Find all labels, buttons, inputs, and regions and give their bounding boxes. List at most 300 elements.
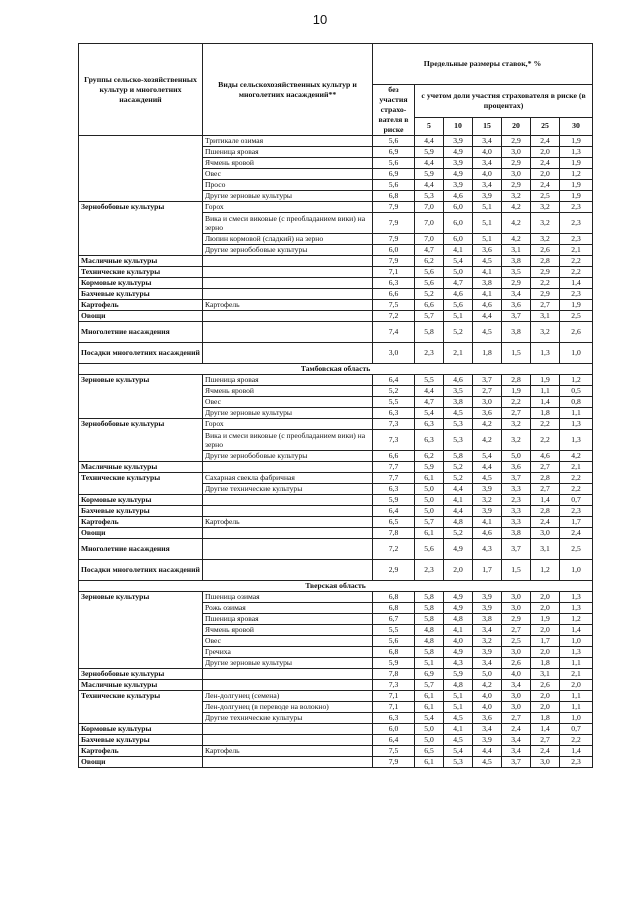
rate-share-cell: 3,0	[502, 592, 531, 603]
rate-share-cell: 4,2	[502, 213, 531, 234]
rate-share-cell: 4,9	[444, 647, 473, 658]
rate-share-cell: 1,9	[531, 614, 560, 625]
rate-share-cell: 5,3	[415, 191, 444, 202]
rate-share-cell: 4,2	[560, 451, 593, 462]
rate-share-cell: 3,4	[502, 746, 531, 757]
rate-share-cell: 3,9	[473, 603, 502, 614]
crop-cell	[203, 680, 373, 691]
group-cell: Масличные культуры	[79, 462, 203, 473]
rate-share-cell: 4,1	[473, 289, 502, 300]
rate-share-cell: 2,2	[502, 397, 531, 408]
rate-share-cell: 1,2	[560, 375, 593, 386]
rate-share-cell: 4,6	[444, 191, 473, 202]
rate-share-cell: 4,7	[415, 397, 444, 408]
rate-share-cell: 4,2	[502, 202, 531, 213]
rate-share-cell: 5,0	[473, 669, 502, 680]
rate-share-cell: 5,0	[444, 267, 473, 278]
rate-share-cell: 2,4	[531, 746, 560, 757]
rate-share-cell: 4,0	[473, 147, 502, 158]
crop-cell: Пшеница яровая	[203, 614, 373, 625]
rate-without-cell: 7,1	[373, 691, 415, 702]
rate-share-cell: 4,0	[473, 691, 502, 702]
rate-share-cell: 5,1	[444, 311, 473, 322]
rate-share-cell: 5,3	[444, 757, 473, 768]
rate-share-cell: 7,0	[415, 234, 444, 245]
crop-cell: Ячмень яровой	[203, 625, 373, 636]
rate-share-cell: 1,3	[560, 430, 593, 451]
rate-without-cell: 7,9	[373, 234, 415, 245]
page-number: 10	[312, 12, 328, 27]
rate-share-cell: 4,1	[473, 517, 502, 528]
rate-without-cell: 7,9	[373, 202, 415, 213]
rate-share-cell: 4,0	[502, 669, 531, 680]
rate-without-cell: 5,9	[373, 658, 415, 669]
rate-share-cell: 4,4	[415, 136, 444, 147]
rate-share-cell: 3,3	[502, 517, 531, 528]
rate-share-cell: 1,3	[560, 592, 593, 603]
rate-without-cell: 7,9	[373, 256, 415, 267]
crop-cell: Другие зернобобовые культуры	[203, 245, 373, 256]
crop-cell: Другие технические культуры	[203, 713, 373, 724]
group-cell	[79, 136, 203, 202]
crop-cell: Пшеница озимая	[203, 592, 373, 603]
rate-share-cell: 5,8	[444, 451, 473, 462]
group-cell: Зернобобовые культуры	[79, 419, 203, 462]
header-share-30: 30	[560, 117, 593, 135]
rate-without-cell: 6,3	[373, 713, 415, 724]
rate-share-cell: 4,5	[444, 735, 473, 746]
rate-share-cell: 5,0	[502, 451, 531, 462]
rate-share-cell: 4,1	[473, 267, 502, 278]
rate-share-cell: 5,0	[415, 735, 444, 746]
crop-cell	[203, 560, 373, 581]
rate-share-cell: 4,8	[444, 680, 473, 691]
rate-without-cell: 6,4	[373, 375, 415, 386]
rate-without-cell: 6,8	[373, 647, 415, 658]
rate-share-cell: 3,0	[502, 702, 531, 713]
rate-share-cell: 1,3	[531, 343, 560, 364]
rate-share-cell: 4,1	[444, 495, 473, 506]
rate-share-cell: 1,4	[531, 495, 560, 506]
rate-share-cell: 2,4	[560, 528, 593, 539]
rate-share-cell: 5,9	[415, 147, 444, 158]
table-row	[79, 462, 593, 473]
rate-share-cell: 4,1	[444, 245, 473, 256]
crop-cell: Сахарная свекла фабричная	[203, 473, 373, 484]
group-cell: Посадки многолетних насаждений	[79, 560, 203, 581]
rate-share-cell: 1,8	[473, 343, 502, 364]
region-title: Тверская область	[79, 581, 593, 592]
rate-share-cell: 3,9	[473, 506, 502, 517]
rate-share-cell: 4,4	[415, 158, 444, 169]
rate-share-cell: 4,6	[444, 375, 473, 386]
header-limits: Предельные размеры ставок,* %	[373, 44, 593, 85]
table-row	[79, 202, 593, 213]
rate-share-cell: 3,9	[473, 647, 502, 658]
rate-without-cell: 7,9	[373, 757, 415, 768]
rate-share-cell: 4,9	[444, 603, 473, 614]
rate-share-cell: 1,9	[560, 300, 593, 311]
rate-share-cell: 5,9	[415, 462, 444, 473]
rate-share-cell: 2,4	[531, 158, 560, 169]
rate-share-cell: 3,9	[473, 191, 502, 202]
group-cell: Овощи	[79, 528, 203, 539]
rate-share-cell: 2,3	[560, 289, 593, 300]
rate-share-cell: 3,1	[502, 245, 531, 256]
rate-share-cell: 2,9	[502, 136, 531, 147]
crop-cell: Тритикале озимая	[203, 136, 373, 147]
rate-without-cell: 5,6	[373, 180, 415, 191]
rate-without-cell: 7,5	[373, 746, 415, 757]
rate-share-cell: 3,7	[502, 473, 531, 484]
rate-share-cell: 1,1	[560, 691, 593, 702]
rate-share-cell: 1,7	[531, 636, 560, 647]
rate-share-cell: 3,2	[531, 234, 560, 245]
rate-without-cell: 3,0	[373, 343, 415, 364]
rate-share-cell: 2,2	[560, 484, 593, 495]
rate-without-cell: 5,5	[373, 625, 415, 636]
crop-cell: Пшеница яровая	[203, 375, 373, 386]
rate-share-cell: 6,1	[415, 528, 444, 539]
rate-share-cell: 6,1	[415, 757, 444, 768]
crop-cell	[203, 267, 373, 278]
rate-share-cell: 3,9	[444, 136, 473, 147]
rate-share-cell: 2,0	[560, 680, 593, 691]
crop-cell: Картофель	[203, 300, 373, 311]
rate-share-cell: 5,2	[444, 462, 473, 473]
rate-share-cell: 2,3	[560, 202, 593, 213]
rate-share-cell: 6,1	[415, 691, 444, 702]
rate-share-cell: 3,4	[502, 680, 531, 691]
rate-share-cell: 4,4	[415, 180, 444, 191]
rate-share-cell: 2,0	[531, 592, 560, 603]
rate-without-cell: 6,0	[373, 724, 415, 735]
rate-without-cell: 6,6	[373, 289, 415, 300]
header-group: Группы сельско-хозяйственных культур и многолетних насаждений	[79, 44, 203, 136]
rate-share-cell: 4,1	[444, 724, 473, 735]
rate-share-cell: 2,0	[531, 603, 560, 614]
rate-share-cell: 2,8	[531, 473, 560, 484]
crop-cell	[203, 669, 373, 680]
crop-cell: Картофель	[203, 517, 373, 528]
rate-share-cell: 6,0	[444, 213, 473, 234]
rate-share-cell: 1,8	[531, 408, 560, 419]
rate-share-cell: 2,4	[531, 180, 560, 191]
rate-share-cell: 1,9	[560, 158, 593, 169]
rate-share-cell: 5,1	[473, 234, 502, 245]
rate-without-cell: 5,6	[373, 158, 415, 169]
rate-share-cell: 1,1	[560, 702, 593, 713]
group-cell: Кормовые культуры	[79, 724, 203, 735]
crop-cell: Пшеница яровая	[203, 147, 373, 158]
rate-share-cell: 4,7	[444, 278, 473, 289]
rate-share-cell: 3,8	[502, 528, 531, 539]
rate-share-cell: 4,9	[444, 147, 473, 158]
rate-share-cell: 3,0	[531, 757, 560, 768]
table-row	[79, 746, 593, 757]
group-cell: Картофель	[79, 746, 203, 757]
rate-share-cell: 4,5	[473, 757, 502, 768]
crop-cell	[203, 278, 373, 289]
rate-share-cell: 0,7	[560, 495, 593, 506]
rate-share-cell: 2,9	[502, 278, 531, 289]
rate-share-cell: 3,3	[502, 506, 531, 517]
rate-share-cell: 3,6	[502, 462, 531, 473]
table-row	[79, 592, 593, 603]
rate-without-cell: 7,3	[373, 419, 415, 430]
rate-share-cell: 4,2	[473, 680, 502, 691]
rate-share-cell: 2,5	[502, 636, 531, 647]
rate-share-cell: 0,8	[560, 397, 593, 408]
rate-share-cell: 2,2	[560, 735, 593, 746]
rate-share-cell: 2,1	[560, 462, 593, 473]
group-cell: Зернобобовые культуры	[79, 202, 203, 256]
rate-share-cell: 4,8	[415, 636, 444, 647]
rate-share-cell: 2,3	[415, 560, 444, 581]
rate-share-cell: 3,7	[473, 375, 502, 386]
rate-share-cell: 3,6	[473, 408, 502, 419]
crop-cell: Просо	[203, 180, 373, 191]
crop-cell	[203, 495, 373, 506]
rate-share-cell: 6,1	[415, 473, 444, 484]
rate-without-cell: 7,8	[373, 669, 415, 680]
rate-share-cell: 2,2	[560, 473, 593, 484]
table-row	[79, 691, 593, 702]
crop-cell: Овес	[203, 169, 373, 180]
rate-share-cell: 4,6	[473, 528, 502, 539]
rate-share-cell: 2,7	[531, 735, 560, 746]
rate-share-cell: 4,2	[473, 419, 502, 430]
rate-share-cell: 2,7	[473, 386, 502, 397]
rate-share-cell: 2,8	[531, 506, 560, 517]
crop-cell	[203, 322, 373, 343]
rate-without-cell: 7,7	[373, 462, 415, 473]
rate-without-cell: 6,3	[373, 408, 415, 419]
rate-share-cell: 4,4	[415, 386, 444, 397]
rate-without-cell: 5,9	[373, 495, 415, 506]
group-cell: Бахчевые культуры	[79, 506, 203, 517]
rate-share-cell: 2,4	[531, 517, 560, 528]
rate-share-cell: 4,3	[444, 658, 473, 669]
rate-share-cell: 6,3	[415, 430, 444, 451]
rate-share-cell: 3,8	[502, 322, 531, 343]
rate-share-cell: 4,4	[444, 506, 473, 517]
group-cell: Зерновые культуры	[79, 592, 203, 669]
table-row	[79, 267, 593, 278]
rate-share-cell: 3,5	[502, 267, 531, 278]
rate-without-cell: 6,6	[373, 451, 415, 462]
crop-cell: Овес	[203, 636, 373, 647]
rate-share-cell: 3,6	[473, 713, 502, 724]
rate-share-cell: 5,7	[415, 517, 444, 528]
rate-without-cell: 6,3	[373, 484, 415, 495]
rate-share-cell: 3,9	[444, 180, 473, 191]
rate-share-cell: 4,0	[473, 702, 502, 713]
rate-without-cell: 6,4	[373, 735, 415, 746]
rate-share-cell: 3,0	[531, 528, 560, 539]
rate-share-cell: 0,7	[560, 724, 593, 735]
rate-share-cell: 2,2	[531, 278, 560, 289]
rate-without-cell: 2,9	[373, 560, 415, 581]
rate-share-cell: 6,1	[415, 702, 444, 713]
rate-share-cell: 2,9	[531, 267, 560, 278]
rate-share-cell: 3,2	[473, 495, 502, 506]
group-cell: Технические культуры	[79, 473, 203, 495]
group-cell: Бахчевые культуры	[79, 289, 203, 300]
rate-share-cell: 4,7	[415, 245, 444, 256]
group-cell: Масличные культуры	[79, 680, 203, 691]
rate-share-cell: 5,1	[444, 691, 473, 702]
rate-share-cell: 5,0	[415, 724, 444, 735]
rate-share-cell: 2,7	[502, 625, 531, 636]
rate-share-cell: 2,0	[531, 702, 560, 713]
rate-share-cell: 3,8	[473, 614, 502, 625]
rate-without-cell: 6,8	[373, 592, 415, 603]
rate-share-cell: 1,9	[531, 375, 560, 386]
rate-share-cell: 1,3	[560, 147, 593, 158]
table-row	[79, 495, 593, 506]
header-without: без участия страхо-вателя в риске	[373, 85, 415, 136]
header-share-5: 5	[415, 117, 444, 135]
group-cell: Зерновые культуры	[79, 375, 203, 419]
insurance-rates-table	[78, 43, 593, 768]
rate-share-cell: 4,9	[444, 539, 473, 560]
rate-share-cell: 6,0	[444, 234, 473, 245]
crop-cell: Горох	[203, 419, 373, 430]
rate-share-cell: 2,6	[531, 245, 560, 256]
rate-share-cell: 5,1	[473, 213, 502, 234]
rate-share-cell: 4,4	[473, 311, 502, 322]
crop-cell	[203, 256, 373, 267]
rate-share-cell: 3,2	[502, 430, 531, 451]
rate-share-cell: 1,0	[560, 343, 593, 364]
rate-share-cell: 5,1	[473, 202, 502, 213]
rate-share-cell: 3,4	[473, 158, 502, 169]
rate-share-cell: 4,9	[444, 592, 473, 603]
rate-share-cell: 1,7	[560, 517, 593, 528]
rate-share-cell: 4,8	[444, 614, 473, 625]
rate-share-cell: 2,3	[560, 234, 593, 245]
rate-share-cell: 2,7	[502, 408, 531, 419]
rate-share-cell: 5,9	[444, 669, 473, 680]
rate-share-cell: 5,0	[415, 506, 444, 517]
table-row	[79, 724, 593, 735]
table-row	[79, 322, 593, 343]
crop-cell: Картофель	[203, 746, 373, 757]
rate-share-cell: 3,0	[502, 603, 531, 614]
rate-share-cell: 5,5	[415, 375, 444, 386]
rate-without-cell: 5,5	[373, 397, 415, 408]
rate-without-cell: 7,5	[373, 300, 415, 311]
table-row	[79, 680, 593, 691]
rate-share-cell: 5,6	[415, 267, 444, 278]
rate-share-cell: 4,4	[473, 462, 502, 473]
rate-without-cell: 6,9	[373, 147, 415, 158]
rate-share-cell: 5,0	[415, 495, 444, 506]
rate-share-cell: 1,1	[560, 658, 593, 669]
rate-share-cell: 5,7	[415, 680, 444, 691]
rate-share-cell: 4,5	[444, 408, 473, 419]
crop-cell: Лен-долгунец (семена)	[203, 691, 373, 702]
region-title: Тамбовская область	[79, 364, 593, 375]
rate-share-cell: 2,6	[531, 680, 560, 691]
rate-share-cell: 1,9	[502, 386, 531, 397]
rate-share-cell: 4,4	[444, 484, 473, 495]
rate-without-cell: 7,9	[373, 213, 415, 234]
crop-cell	[203, 462, 373, 473]
rate-share-cell: 1,1	[531, 386, 560, 397]
crop-cell	[203, 289, 373, 300]
rate-share-cell: 5,3	[444, 430, 473, 451]
crop-cell: Люпин кормовой (сладкий) на зерно	[203, 234, 373, 245]
group-cell: Овощи	[79, 311, 203, 322]
rate-share-cell: 2,2	[531, 430, 560, 451]
rate-share-cell: 3,2	[531, 213, 560, 234]
table-row	[79, 528, 593, 539]
crop-cell	[203, 311, 373, 322]
rate-share-cell: 3,8	[473, 278, 502, 289]
rate-share-cell: 1,4	[531, 397, 560, 408]
rate-share-cell: 1,3	[560, 419, 593, 430]
rate-share-cell: 1,2	[531, 560, 560, 581]
rate-without-cell: 7,2	[373, 311, 415, 322]
rate-share-cell: 1,9	[560, 180, 593, 191]
rate-share-cell: 2,4	[531, 136, 560, 147]
rate-share-cell: 6,0	[444, 202, 473, 213]
rate-share-cell: 0,5	[560, 386, 593, 397]
crop-cell	[203, 528, 373, 539]
rate-share-cell: 4,2	[473, 430, 502, 451]
rate-without-cell: 6,3	[373, 278, 415, 289]
rate-share-cell: 3,4	[473, 180, 502, 191]
rate-share-cell: 2,4	[502, 724, 531, 735]
table-row	[79, 506, 593, 517]
crop-cell: Лен-долгунец (в переводе на волокно)	[203, 702, 373, 713]
rate-share-cell: 6,2	[415, 256, 444, 267]
rate-share-cell: 2,3	[415, 343, 444, 364]
table-row	[79, 473, 593, 484]
rate-share-cell: 5,8	[415, 603, 444, 614]
rate-share-cell: 4,5	[473, 473, 502, 484]
rate-share-cell: 4,3	[473, 539, 502, 560]
rate-share-cell: 5,6	[415, 539, 444, 560]
rate-share-cell: 5,4	[415, 713, 444, 724]
rate-share-cell: 5,4	[473, 451, 502, 462]
crop-cell: Вика и смеси виковые (с преобладанием вики) на зерно	[203, 213, 373, 234]
rate-share-cell: 3,9	[473, 735, 502, 746]
group-cell: Технические культуры	[79, 267, 203, 278]
rate-share-cell: 2,0	[531, 169, 560, 180]
rate-without-cell: 6,5	[373, 517, 415, 528]
table-row	[79, 539, 593, 560]
rate-share-cell: 2,5	[560, 311, 593, 322]
rate-share-cell: 6,9	[415, 669, 444, 680]
rate-share-cell: 3,0	[502, 147, 531, 158]
rate-share-cell: 4,0	[473, 169, 502, 180]
rate-share-cell: 2,2	[560, 267, 593, 278]
group-cell: Технические культуры	[79, 691, 203, 724]
rate-share-cell: 5,6	[415, 278, 444, 289]
rate-share-cell: 4,5	[473, 322, 502, 343]
table-row	[79, 757, 593, 768]
rate-share-cell: 2,9	[502, 614, 531, 625]
rate-without-cell: 7,4	[373, 322, 415, 343]
table-body	[79, 136, 593, 768]
rate-share-cell: 3,0	[502, 647, 531, 658]
rate-share-cell: 3,1	[531, 539, 560, 560]
rate-share-cell: 3,9	[473, 484, 502, 495]
rate-share-cell: 1,9	[560, 191, 593, 202]
